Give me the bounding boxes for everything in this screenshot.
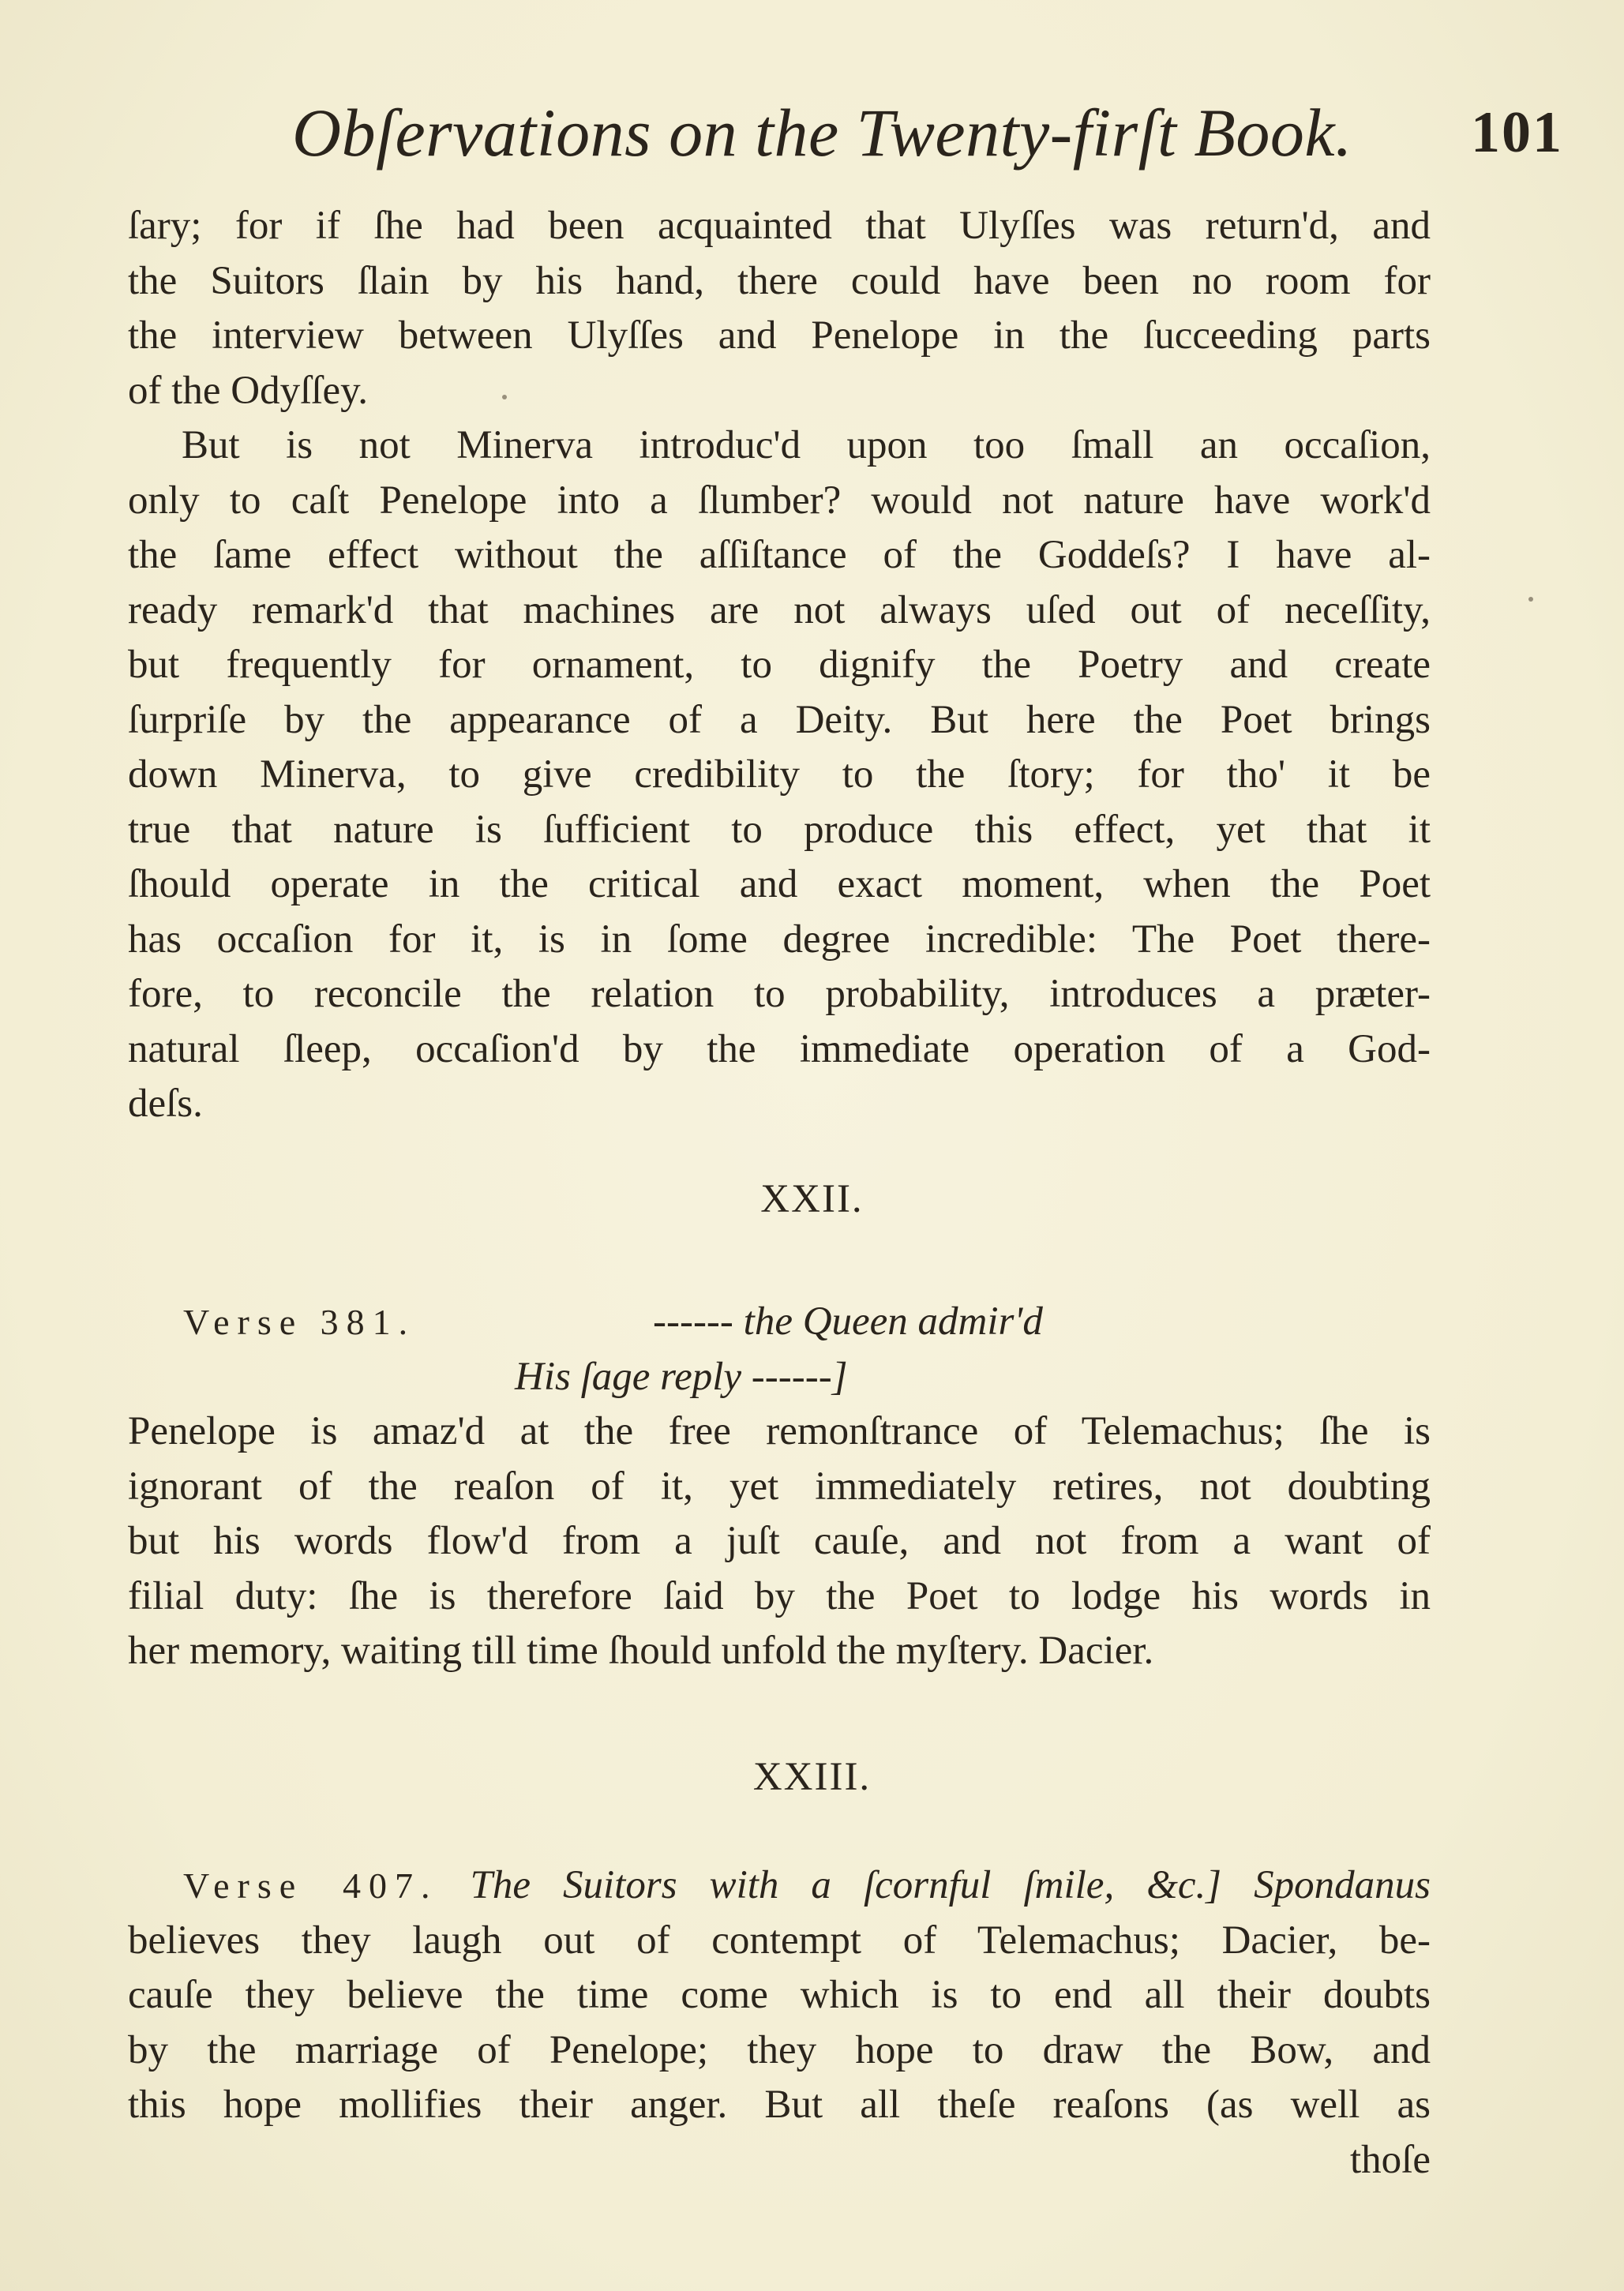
text-line: deſs. bbox=[128, 1082, 203, 1126]
text-line: ignorant of the reaſon of it, yet immediately retires, not doubting bbox=[128, 1464, 1431, 1509]
ink-speck bbox=[502, 395, 507, 399]
text-line: But is not Minerva introduc'd upon too ſmall an occaſion, bbox=[182, 423, 1431, 467]
cited-author: Spondanus bbox=[1254, 1863, 1431, 1907]
section-number: XXIII. bbox=[752, 1755, 872, 1799]
catchword: thoſe bbox=[1350, 2137, 1431, 2182]
verse-label: Verse 407. bbox=[183, 1865, 438, 1906]
text-line: but frequently for ornament, to dignify the Poetry and create bbox=[128, 643, 1431, 687]
ink-speck bbox=[1528, 597, 1533, 602]
text-line: of the Odyſſey. bbox=[128, 368, 369, 413]
text-line: cauſe they believe the time come which is to end all their doubts bbox=[128, 1973, 1431, 2017]
note-xxii bbox=[128, 1295, 1431, 1679]
text-line: natural ſleep, occaſion'd by the immediate operation of a God- bbox=[128, 1026, 1431, 1071]
lemma-line-2: His ſage reply ------] bbox=[515, 1354, 848, 1399]
text-line: true that nature is ſufficient to produce this effect, yet that it bbox=[128, 807, 1431, 852]
text-line: ſhould operate in the critical and exact moment, when the Poet bbox=[128, 862, 1431, 906]
text-line: ready remark'd that machines are not always uſed out of neceſſity, bbox=[128, 587, 1431, 632]
running-title: Obſervations on the Twenty-firſt Book. bbox=[292, 95, 1353, 171]
text-line: the interview between Ulyſſes and Penelope in the ſucceeding parts bbox=[128, 313, 1431, 358]
text-line: the ſame effect without the aſſiſtance of the Goddeſs? I have al- bbox=[128, 533, 1431, 577]
verse-heading-continued bbox=[128, 1350, 1431, 1405]
text-line: by the marriage of Penelope; they hope to draw the Bow, and bbox=[128, 2027, 1431, 2072]
verse-heading bbox=[128, 1295, 1431, 1350]
text-line: filial duty: ſhe is therefore ſaid by the Poet to lodge his words in bbox=[128, 1573, 1431, 1618]
verse-heading-line bbox=[128, 1858, 1431, 1914]
text-line: believes they laugh out of contempt of Telemachus; Dacier, be- bbox=[128, 1918, 1431, 1963]
text-line: but his words flow'd from a juſt cauſe, and not from a want of bbox=[128, 1519, 1431, 1563]
section-number: XXII. bbox=[760, 1177, 864, 1221]
text-line: down Minerva, to give credibility to the ſtory; for tho' it be bbox=[128, 752, 1431, 797]
text-line: ſurpriſe by the appearance of a Deity. But here the Poet brings bbox=[128, 697, 1431, 742]
verse-label: Verse 381. bbox=[183, 1302, 416, 1342]
lemma-line-1: ------ the Queen admir'd bbox=[653, 1299, 1043, 1344]
note-xxiii bbox=[128, 1858, 1431, 2188]
page-header bbox=[126, 93, 1563, 188]
lemma: The Suitors with a ſcornful ſmile, &c.] bbox=[470, 1863, 1222, 1907]
paragraph-block-1 bbox=[128, 199, 1431, 1132]
page-number: 101 bbox=[1471, 100, 1563, 165]
text-line: has occaſion for it, is in ſome degree incredible: The Poet there- bbox=[128, 917, 1431, 962]
text-line: ſary; for if ſhe had been acquainted that Ulyſſes was return'd, and bbox=[128, 204, 1431, 248]
text-line: this hope mollifies their anger. But all theſe reaſons (as well as bbox=[128, 2083, 1431, 2127]
text-line: the Suitors ſlain by his hand, there could have been no room for bbox=[128, 258, 1431, 303]
text-line: Penelope is amaz'd at the free remonſtrance of Telemachus; ſhe is bbox=[128, 1409, 1431, 1453]
text-line: fore, to reconcile the relation to probability, introduces a præter- bbox=[128, 972, 1431, 1016]
text-line: her memory, waiting till time ſhould unfold the myſtery. Dacier. bbox=[128, 1629, 1154, 1673]
text-line: only to caſt Penelope into a ſlumber? would not nature have work'd bbox=[128, 478, 1431, 523]
